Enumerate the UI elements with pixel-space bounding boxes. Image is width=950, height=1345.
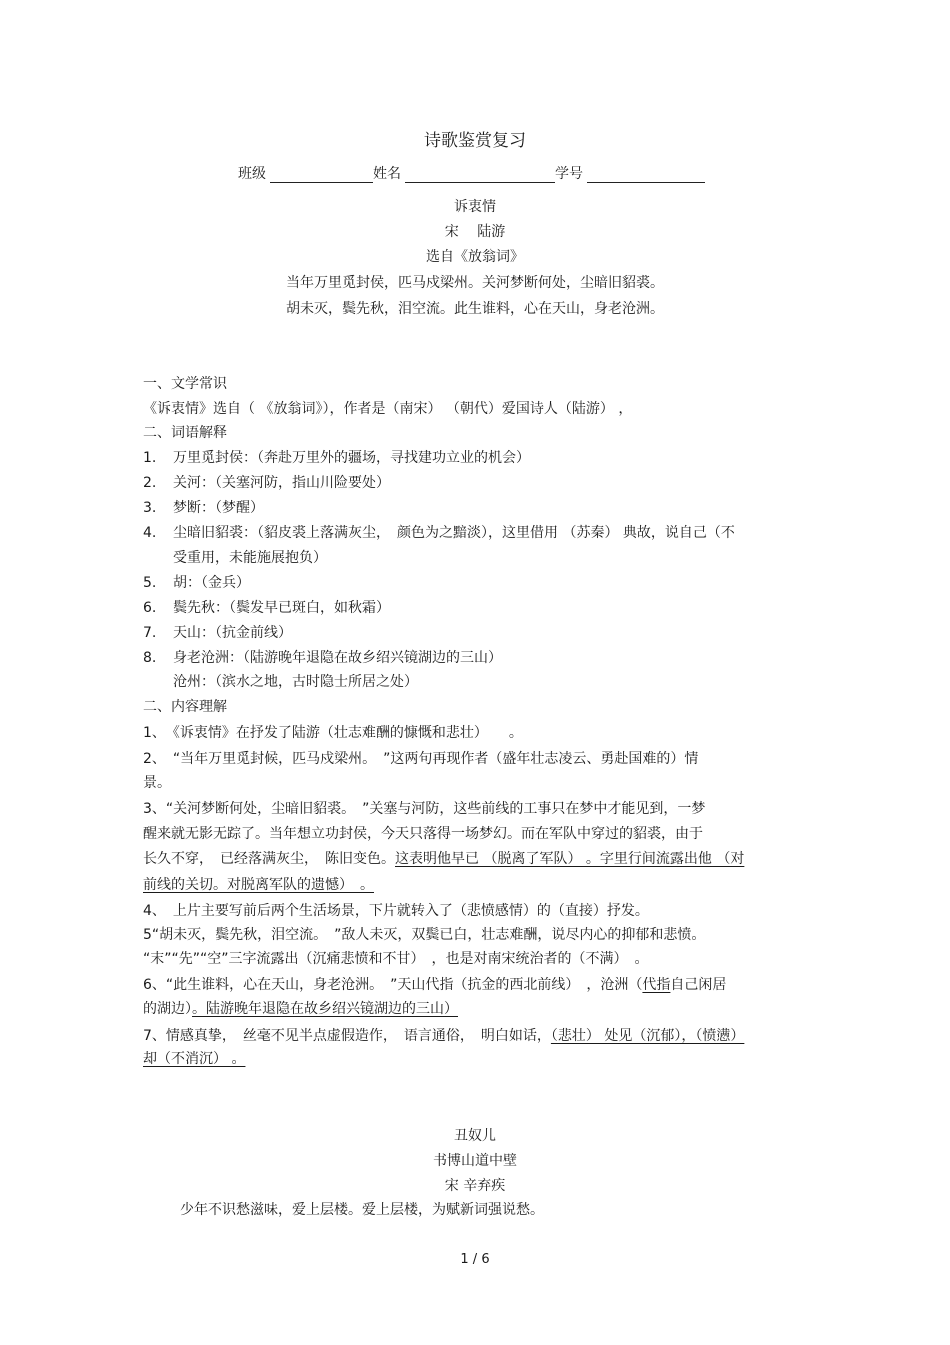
vocab-item: 8. 身老沧洲：（陆游晚年退隐在故乡绍兴镜湖边的三山）: [143, 650, 502, 666]
question-5-continued: “末”“先”“空”三字流露出（沉痛悲愤和不甘） ，也是对南宋统治者的（不满） 。: [143, 951, 649, 967]
section2-heading: 二、词语解释: [143, 425, 227, 441]
poem1-line1: 当年万里觅封侯，匹马戍梁州。关河梦断何处，尘暗旧貂裘。: [286, 275, 664, 291]
poem2-title: 丑奴儿: [454, 1128, 496, 1144]
page-title: 诗歌鉴赏复习: [424, 131, 526, 151]
vocab-item-continued: 受重用，未能施展抱负）: [173, 550, 327, 566]
poem2-subtitle: 书博山道中壁: [433, 1153, 517, 1169]
vocab-item: 6. 鬓先秋：（鬓发早已斑白，如秋霜）: [143, 600, 390, 616]
question-6: 6、“此生谁料，心在天山，身老沧洲。 ”天山代指（抗金的西北前线） ，沧洲（代指自己闲居: [143, 977, 727, 993]
underlined-answer: 却（不消沉） 。: [143, 1051, 246, 1067]
section1-text: 《诉衷情》选自（ 《放翁词》），作者是（南宋） （朝代）爱国诗人（陆游） ，: [143, 401, 633, 417]
poem2-author: 宋 辛弃疾: [444, 1178, 506, 1194]
vocab-item: 4. 尘暗旧貂裘：（貂皮裘上落满灰尘， 颜色为之黯淡），这里借用 （苏秦） 典故，说自己（不: [143, 525, 735, 541]
question-7-continued: [143, 1048, 245, 1068]
question-3-continued: [143, 874, 374, 894]
page-number: 1 / 6: [460, 1252, 490, 1267]
section1-heading: 一、文学常识: [143, 376, 227, 392]
vocab-item-continued: 沧州：（滨水之地，古时隐士所居之处）: [173, 674, 418, 690]
question-6-continued: 的湖边）。陆游晚年退隐在故乡绍兴镜湖边的三山）: [143, 1001, 458, 1017]
question-5: 5“胡未灭，鬓先秋，泪空流。 ”敌人未灭，双鬓已白，壮志难酬，说尽内心的抑郁和悲愤。: [143, 927, 706, 943]
vocab-item: 7. 天山：（抗金前线）: [143, 625, 292, 641]
underlined-answer: 代指: [642, 977, 671, 993]
question-3: 3、“关河梦断何处，尘暗旧貂裘。 ”关塞与河防，这些前线的工事只在梦中才能见到，一梦: [143, 801, 706, 817]
poem1-line2: 胡未灭，鬓先秋，泪空流。此生谁料，心在天山，身老沧洲。: [286, 301, 664, 317]
class-label: 班级: [238, 166, 266, 182]
underlined-answer: 。陆游晚年退隐在故乡绍兴镜湖边的三山）: [192, 1001, 458, 1017]
question-2: 2、 “当年万里觅封候，匹马戍梁州。 ”这两句再现作者（盛年壮志凌云、勇赴国难的）情: [143, 751, 699, 767]
vocab-item: 2. 关河：（关塞河防，指山川险要处）: [143, 475, 390, 491]
poem1-source: 选自《放翁词》: [426, 249, 524, 265]
underlined-answer: （悲壮） 处见（沉郁），（愤懑）: [550, 1028, 745, 1044]
id-label: 学号: [555, 166, 583, 182]
vocab-item: 1. 万里觅封侯：（奔赴万里外的疆场，寻找建功立业的机会）: [143, 450, 530, 466]
poem1-author: 宋 陆游: [444, 224, 506, 240]
underlined-answer: 前线的关切。对脱离军队的遗憾） 。: [143, 877, 374, 893]
section3-heading: 二、内容理解: [143, 699, 227, 715]
poem1-title: 诉衷情: [454, 199, 496, 215]
question-4: 4、 上片主要写前后两个生活场景，下片就转入了（悲愤感情）的（直接）抒发。: [143, 903, 649, 919]
underlined-answer: 这表明他早已 （脱离了军队） 。字里行间流露出他 （对: [395, 851, 745, 867]
question-3-continued: 长久不穿， 已经落满灰尘， 陈旧变色。这表明他早已 （脱离了军队） 。字里行间流露出他 （对: [143, 851, 745, 867]
student-info-row: [238, 163, 705, 183]
class-blank[interactable]: [270, 165, 373, 183]
name-blank[interactable]: [405, 165, 555, 183]
question-1: 1、 《诉衷情》在抒发了陆游（壮志难酬的慷慨和悲壮） 。: [143, 725, 523, 741]
poem2-line1: 少年不识愁滋味，爱上层楼。爱上层楼，为赋新词强说愁。: [180, 1202, 544, 1218]
id-blank[interactable]: [587, 165, 705, 183]
question-2-continued: 景。: [143, 775, 171, 791]
question-3-continued: 醒来就无影无踪了。当年想立功封侯，今天只落得一场梦幻。而在军队中穿过的貂裘，由于: [143, 826, 703, 842]
name-label: 姓名: [373, 166, 401, 182]
vocab-item: 3. 梦断：（梦醒）: [143, 500, 264, 516]
vocab-item: 5. 胡：（金兵）: [143, 575, 250, 591]
question-7: 7、情感真挚， 丝毫不见半点虚假造作， 语言通俗， 明白如话，（悲壮） 处见（沉郁），（愤懑）: [143, 1028, 745, 1044]
